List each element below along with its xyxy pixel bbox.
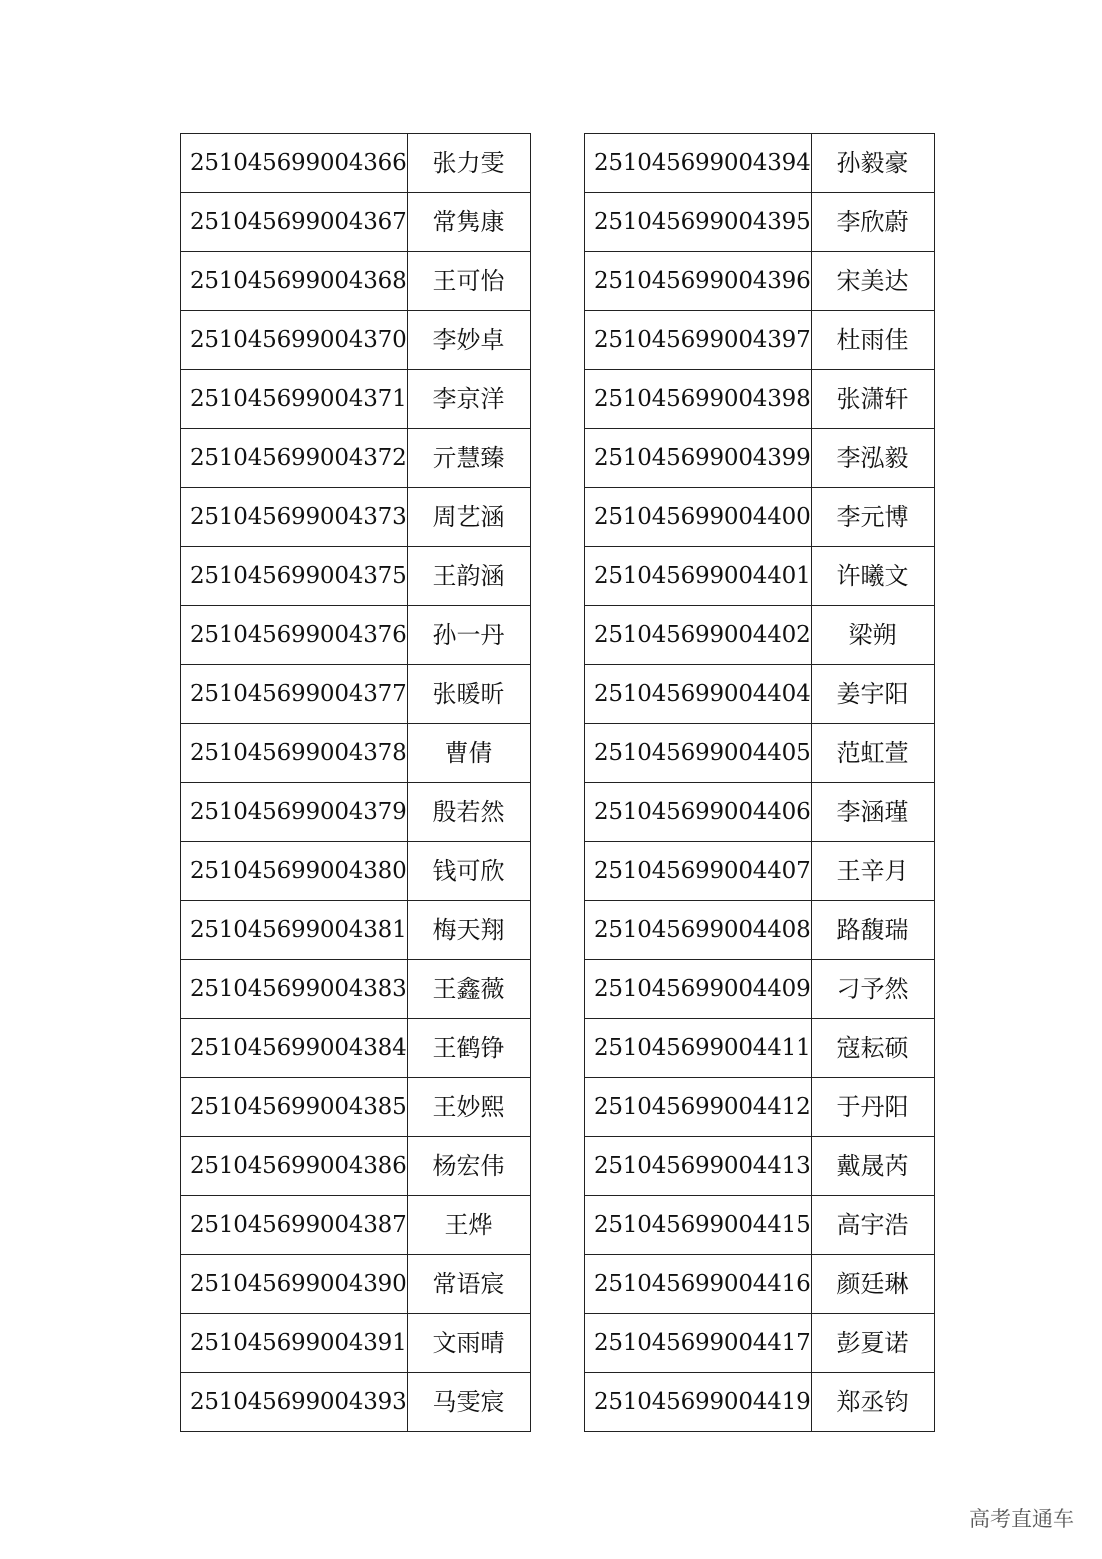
table-row (181, 665, 531, 724)
table-row (585, 252, 935, 311)
candidate-id-cell: 251045699004381 (181, 901, 408, 960)
candidate-name-cell: 殷若然 (407, 783, 530, 842)
table-row (181, 606, 531, 665)
table-row (585, 1078, 935, 1137)
candidate-name-cell: 杜雨佳 (811, 311, 934, 370)
candidate-id-cell: 251045699004390 (181, 1255, 408, 1314)
candidate-name-cell: 马雯宸 (407, 1373, 530, 1432)
candidate-id-cell: 251045699004386 (181, 1137, 408, 1196)
candidate-name-cell: 戴晟芮 (811, 1137, 934, 1196)
table-row (585, 429, 935, 488)
table-row (585, 960, 935, 1019)
candidate-id-cell: 251045699004406 (585, 783, 812, 842)
candidate-name-cell: 张力雯 (407, 134, 530, 193)
candidate-id-cell: 251045699004391 (181, 1314, 408, 1373)
candidate-name-cell: 常语宸 (407, 1255, 530, 1314)
candidate-id-cell: 251045699004411 (585, 1019, 812, 1078)
candidate-id-cell: 251045699004367 (181, 193, 408, 252)
table-row (181, 547, 531, 606)
table-row (181, 1078, 531, 1137)
table-row (585, 1255, 935, 1314)
candidate-id-cell: 251045699004408 (585, 901, 812, 960)
candidate-id-cell: 251045699004412 (585, 1078, 812, 1137)
table-row (585, 370, 935, 429)
table-row (585, 665, 935, 724)
candidate-id-cell: 251045699004397 (585, 311, 812, 370)
candidate-name-cell: 寇耘硕 (811, 1019, 934, 1078)
table-row (585, 1373, 935, 1432)
table-row (181, 311, 531, 370)
candidate-id-cell: 251045699004373 (181, 488, 408, 547)
candidate-name-cell: 姜宇阳 (811, 665, 934, 724)
table-row (585, 193, 935, 252)
table-row (585, 724, 935, 783)
candidate-name-cell: 王烨 (407, 1196, 530, 1255)
candidate-name-cell: 张暖昕 (407, 665, 530, 724)
candidate-name-cell: 张潇轩 (811, 370, 934, 429)
candidate-name-cell: 亓慧臻 (407, 429, 530, 488)
table-row (585, 606, 935, 665)
candidate-name-cell: 于丹阳 (811, 1078, 934, 1137)
table-row (585, 901, 935, 960)
candidate-name-cell: 孙一丹 (407, 606, 530, 665)
table-row (585, 547, 935, 606)
candidate-id-cell: 251045699004383 (181, 960, 408, 1019)
table-row (181, 1314, 531, 1373)
table-row (181, 370, 531, 429)
table-row (585, 1196, 935, 1255)
candidate-name-cell: 周艺涵 (407, 488, 530, 547)
table-row (181, 1137, 531, 1196)
table-row (181, 429, 531, 488)
candidate-id-cell: 251045699004399 (585, 429, 812, 488)
watermark-text: 高考直通车 (969, 1507, 1074, 1531)
candidate-name-cell: 高宇浩 (811, 1196, 934, 1255)
table-row (181, 1019, 531, 1078)
table-row (585, 311, 935, 370)
candidate-id-cell: 251045699004401 (585, 547, 812, 606)
candidate-id-cell: 251045699004416 (585, 1255, 812, 1314)
roster-table-right (584, 133, 935, 1432)
candidate-name-cell: 王韵涵 (407, 547, 530, 606)
table-row (181, 1255, 531, 1314)
candidate-id-cell: 251045699004380 (181, 842, 408, 901)
table-row (585, 134, 935, 193)
candidate-id-cell: 251045699004404 (585, 665, 812, 724)
candidate-id-cell: 251045699004385 (181, 1078, 408, 1137)
candidate-name-cell: 许曦文 (811, 547, 934, 606)
candidate-name-cell: 李涵瑾 (811, 783, 934, 842)
candidate-name-cell: 王鑫薇 (407, 960, 530, 1019)
table-row (585, 1314, 935, 1373)
table-row (181, 252, 531, 311)
candidate-name-cell: 李妙卓 (407, 311, 530, 370)
candidate-name-cell: 王妙熙 (407, 1078, 530, 1137)
candidate-id-cell: 251045699004371 (181, 370, 408, 429)
candidate-id-cell: 251045699004372 (181, 429, 408, 488)
candidate-id-cell: 251045699004413 (585, 1137, 812, 1196)
table-row (585, 1019, 935, 1078)
table-row (181, 901, 531, 960)
table-row (181, 1373, 531, 1432)
table-row (181, 783, 531, 842)
candidate-name-cell: 梁朔 (811, 606, 934, 665)
candidate-id-cell: 251045699004407 (585, 842, 812, 901)
candidate-id-cell: 251045699004394 (585, 134, 812, 193)
candidate-name-cell: 钱可欣 (407, 842, 530, 901)
candidate-id-cell: 251045699004378 (181, 724, 408, 783)
table-row (585, 488, 935, 547)
candidate-name-cell: 彭夏诺 (811, 1314, 934, 1373)
candidate-id-cell: 251045699004402 (585, 606, 812, 665)
candidate-id-cell: 251045699004384 (181, 1019, 408, 1078)
candidate-id-cell: 251045699004395 (585, 193, 812, 252)
table-row (585, 1137, 935, 1196)
candidate-name-cell: 李京洋 (407, 370, 530, 429)
table-row (585, 783, 935, 842)
candidate-id-cell: 251045699004396 (585, 252, 812, 311)
candidate-name-cell: 范虹萱 (811, 724, 934, 783)
candidate-name-cell: 王辛月 (811, 842, 934, 901)
table-row (181, 842, 531, 901)
candidate-id-cell: 251045699004366 (181, 134, 408, 193)
table-row (181, 488, 531, 547)
candidate-name-cell: 路馥瑞 (811, 901, 934, 960)
candidate-id-cell: 251045699004393 (181, 1373, 408, 1432)
table-row (181, 960, 531, 1019)
candidate-name-cell: 杨宏伟 (407, 1137, 530, 1196)
candidate-id-cell: 251045699004405 (585, 724, 812, 783)
candidate-id-cell: 251045699004400 (585, 488, 812, 547)
candidate-id-cell: 251045699004387 (181, 1196, 408, 1255)
candidate-id-cell: 251045699004415 (585, 1196, 812, 1255)
table-row (181, 724, 531, 783)
roster-table-left-body (181, 134, 531, 1432)
candidate-name-cell: 文雨晴 (407, 1314, 530, 1373)
candidate-name-cell: 曹倩 (407, 724, 530, 783)
candidate-id-cell: 251045699004370 (181, 311, 408, 370)
candidate-id-cell: 251045699004417 (585, 1314, 812, 1373)
candidate-name-cell: 李欣蔚 (811, 193, 934, 252)
candidate-name-cell: 刁予然 (811, 960, 934, 1019)
candidate-id-cell: 251045699004376 (181, 606, 408, 665)
candidate-id-cell: 251045699004379 (181, 783, 408, 842)
candidate-name-cell: 颜廷琳 (811, 1255, 934, 1314)
candidate-name-cell: 常隽康 (407, 193, 530, 252)
table-row (181, 193, 531, 252)
candidate-id-cell: 251045699004409 (585, 960, 812, 1019)
candidate-name-cell: 梅天翔 (407, 901, 530, 960)
table-row (181, 1196, 531, 1255)
table-row (585, 842, 935, 901)
candidate-id-cell: 251045699004398 (585, 370, 812, 429)
roster-table-left (180, 133, 531, 1432)
candidate-id-cell: 251045699004368 (181, 252, 408, 311)
candidate-name-cell: 宋美达 (811, 252, 934, 311)
candidate-id-cell: 251045699004375 (181, 547, 408, 606)
candidate-id-cell: 251045699004419 (585, 1373, 812, 1432)
candidate-id-cell: 251045699004377 (181, 665, 408, 724)
candidate-name-cell: 孙毅豪 (811, 134, 934, 193)
candidate-name-cell: 王可怡 (407, 252, 530, 311)
table-row (181, 134, 531, 193)
roster-table-right-body (585, 134, 935, 1432)
candidate-name-cell: 王鹤铮 (407, 1019, 530, 1078)
candidate-name-cell: 郑丞钧 (811, 1373, 934, 1432)
candidate-name-cell: 李泓毅 (811, 429, 934, 488)
candidate-name-cell: 李元博 (811, 488, 934, 547)
